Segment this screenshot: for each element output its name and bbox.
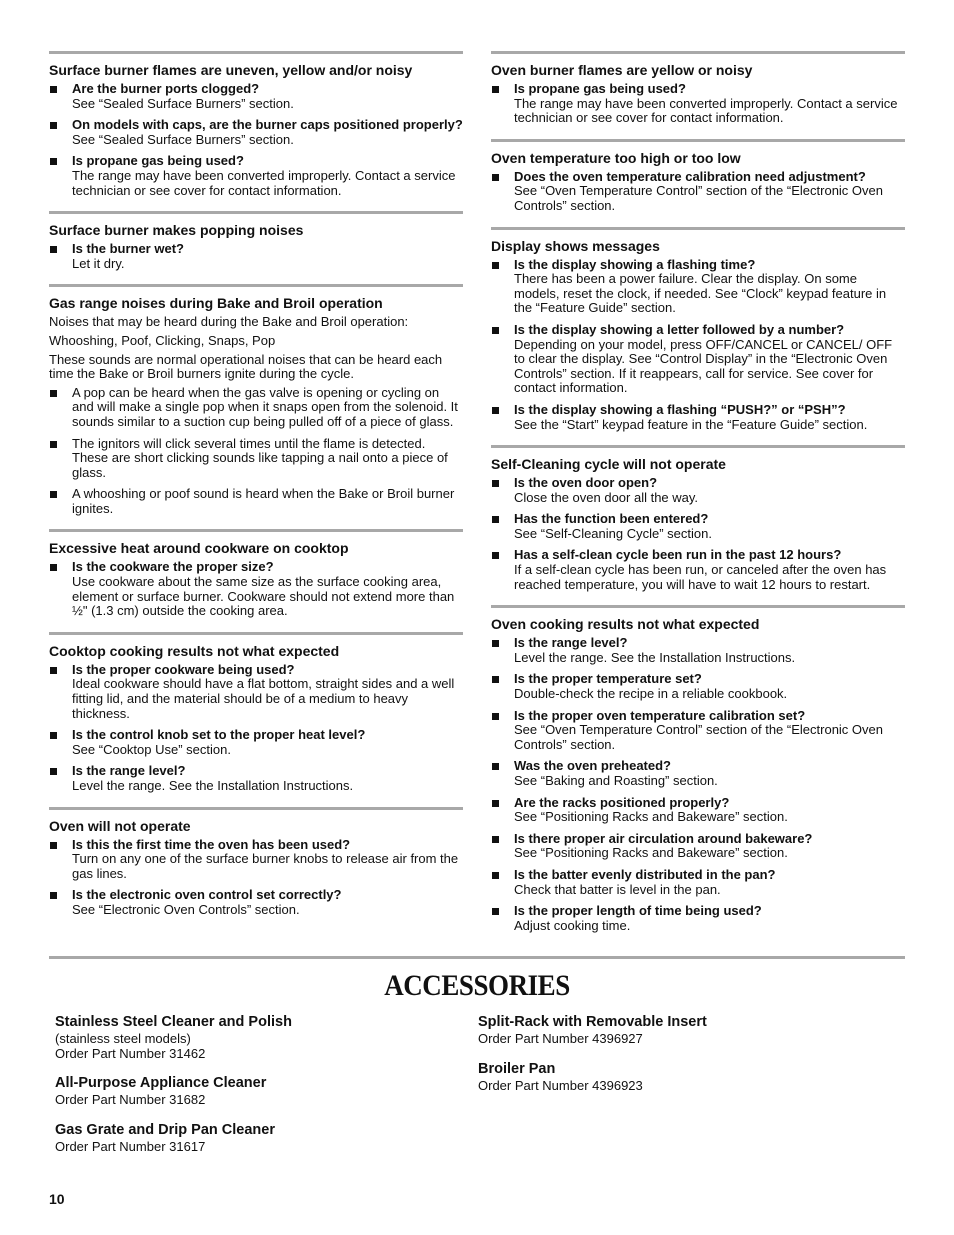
list-item (491, 709, 905, 753)
square-bullet-icon (50, 892, 57, 899)
accessory-name: Gas Grate and Drip Pan Cleaner (55, 1121, 275, 1138)
square-bullet-icon (492, 552, 499, 559)
troubleshooting-section (49, 51, 463, 211)
square-bullet-icon (492, 908, 499, 915)
troubleshooting-section (49, 529, 463, 631)
question: Is the range level? (514, 635, 628, 651)
section-title: Oven burner flames are yellow or noisy (491, 62, 753, 78)
section-title: Oven will not operate (49, 817, 191, 834)
accessories-left-column (55, 1013, 455, 1167)
accessory-name: Broiler Pan (478, 1060, 556, 1077)
answer: Let it dry. (72, 255, 125, 271)
square-bullet-icon (50, 491, 57, 498)
accessory-detail: (stainless steel models) (55, 1031, 191, 1046)
troubleshooting-section (49, 211, 463, 284)
square-bullet-icon (50, 667, 57, 674)
accessory-item (55, 1074, 455, 1108)
list-item (49, 728, 463, 757)
troubleshooting-section (49, 807, 463, 931)
answer: Close the oven door all the way. (514, 489, 699, 505)
question: Is the control knob set to the proper heat level? (72, 727, 366, 743)
answer: There has been a power failure. Clear the display. On some models, reset the clock, if needed. See “Clock” keypad feature in the “Feature Guide” section. (514, 271, 887, 316)
troubleshooting-section (491, 605, 905, 946)
answer: See “Oven Temperature Control” section of the “Electronic Oven Controls” section. (514, 722, 883, 752)
answer: Adjust cooking time. (514, 917, 631, 933)
answer: Turn on any one of the surface burner knobs to release air from the gas lines. (72, 851, 459, 881)
accessory-detail: Order Part Number 4396927 (478, 1031, 643, 1046)
question: Is propane gas being used? (72, 153, 244, 169)
list-item (49, 82, 463, 111)
accessory-name: Split-Rack with Removable Insert (478, 1014, 707, 1030)
troubleshooting-section (49, 284, 463, 529)
question: Is this the first time the oven has been used? (72, 836, 351, 852)
square-bullet-icon (50, 441, 57, 448)
square-bullet-icon (50, 564, 57, 571)
question: Are the racks positioned properly? (514, 794, 730, 810)
square-bullet-icon (50, 86, 57, 93)
answer: See “Baking and Roasting” section. (514, 773, 718, 788)
answer: Level the range. See the Installation Instructions. (72, 778, 354, 793)
square-bullet-icon (492, 763, 499, 770)
troubleshooting-left-column (49, 51, 463, 931)
section-paragraph: Whooshing, Poof, Clicking, Snaps, Pop (49, 332, 276, 348)
square-bullet-icon (492, 174, 499, 181)
list-item (49, 487, 463, 516)
list-item (49, 437, 463, 481)
list-item (491, 403, 905, 432)
list-item (491, 323, 905, 396)
question: Is the proper cookware being used? (72, 661, 295, 677)
square-bullet-icon (50, 390, 57, 397)
list-item (49, 118, 463, 147)
question: Does the oven temperature calibration need adjustment? (514, 168, 866, 184)
list-item (49, 663, 463, 721)
question: Has the function been entered? (514, 511, 709, 527)
list-item (49, 764, 463, 793)
section-title: Oven cooking results not what expected (491, 616, 760, 633)
accessories-right-column (478, 1013, 878, 1106)
troubleshooting-right-column (491, 51, 905, 946)
question: Is the display showing a flashing “PUSH?” or “PSH”? (514, 401, 846, 417)
list-item (491, 512, 905, 541)
section-title: Surface burner makes popping noises (49, 222, 304, 239)
list-item (491, 759, 905, 788)
accessory-detail: Order Part Number 31617 (55, 1138, 206, 1154)
accessories-heading: ACCESSORIES (384, 969, 570, 1002)
accessory-item (478, 1060, 878, 1094)
square-bullet-icon (492, 872, 499, 879)
answer: See “Positioning Racks and Bakeware” section. (514, 845, 788, 861)
troubleshooting-section (491, 51, 905, 139)
answer: Depending on your model, press OFF/CANCEL or CANCEL/ OFF to clear the display. See “Control Display” in the “Electronic Oven Controls” section. If it reappears, call for service. See cover for contact information. (514, 336, 893, 396)
answer: See “Oven Temperature Control” section of the “Electronic Oven Controls” section. (514, 183, 883, 213)
square-bullet-icon (492, 86, 499, 93)
question: Is the cookware the proper size? (72, 559, 274, 575)
list-item (491, 548, 905, 592)
square-bullet-icon (50, 732, 57, 739)
answer: Level the range. See the Installation Instructions. (514, 649, 796, 665)
answer: See “Sealed Surface Burners” section. (72, 95, 294, 111)
list-item (491, 672, 905, 701)
answer: See “Self-Cleaning Cycle” section. (514, 525, 712, 541)
list-item (491, 636, 905, 665)
question: Is propane gas being used? (514, 81, 686, 96)
square-bullet-icon (50, 122, 57, 129)
accessory-item (55, 1121, 455, 1155)
section-title: Surface burner flames are uneven, yellow and/or noisy (49, 62, 413, 78)
troubleshooting-section (491, 445, 905, 605)
question: Is the display showing a flashing time? (514, 256, 756, 272)
list-item (491, 868, 905, 897)
accessory-name: All-Purpose Appliance Cleaner (55, 1075, 267, 1092)
question: Is the range level? (72, 763, 186, 779)
square-bullet-icon (492, 516, 499, 523)
answer: Check that batter is level in the pan. (514, 881, 721, 897)
question: Is the proper temperature set? (514, 671, 702, 687)
question: Is there proper air circulation around bakeware? (514, 830, 813, 846)
section-title: Display shows messages (491, 237, 660, 254)
square-bullet-icon (492, 676, 499, 683)
section-paragraph: Noises that may be heard during the Bake and Broil operation: (49, 314, 409, 330)
answer: Double-check the recipe in a reliable cookbook. (514, 686, 788, 702)
note-text: A whooshing or poof sound is heard when the Bake or Broil burner ignites. (72, 486, 455, 516)
list-item (49, 838, 463, 882)
list-item (49, 154, 463, 198)
square-bullet-icon (50, 842, 57, 849)
list-item (491, 258, 905, 316)
question: Is the proper length of time being used? (514, 903, 762, 919)
section-title: Cooktop cooking results not what expected (49, 642, 340, 659)
list-item (49, 560, 463, 618)
answer: See the “Start” keypad feature in the “Feature Guide” section. (514, 416, 868, 432)
answer: If a self-clean cycle has been run, or canceled after the oven has reached temperature, you will have to wait 12 hours to restart. (514, 562, 887, 592)
section-divider (49, 956, 905, 959)
square-bullet-icon (492, 480, 499, 487)
question: Are the burner ports clogged? (72, 81, 260, 96)
question: On models with caps, are the burner caps positioned properly? (72, 117, 463, 133)
list-item (491, 476, 905, 505)
accessory-item (478, 1013, 878, 1047)
question: Was the oven preheated? (514, 758, 671, 774)
square-bullet-icon (50, 768, 57, 775)
accessory-name: Stainless Steel Cleaner and Polish (55, 1014, 292, 1030)
troubleshooting-section (49, 632, 463, 807)
square-bullet-icon (50, 158, 57, 165)
accessory-detail: Order Part Number 4396923 (478, 1077, 643, 1093)
section-paragraph: These sounds are normal operational noises that can be heard each time the Bake or Broil burners ignite during the cycle. (49, 351, 443, 382)
answer: The range may have been converted improperly. Contact a service technician or see cover for contact information. (514, 95, 898, 126)
question: Is the batter evenly distributed in the pan? (514, 866, 776, 882)
square-bullet-icon (492, 836, 499, 843)
accessory-detail: Order Part Number 31462 (55, 1045, 206, 1061)
list-item (49, 386, 463, 430)
note-text: A pop can be heard when the gas valve is opening or cycling on and will make a single pop when it snaps open from the solenoid. It sounds similar to a suction cup being pulled off of a piece of glass. (72, 384, 458, 429)
accessory-detail: Order Part Number 31682 (55, 1092, 206, 1108)
question: Is the proper oven temperature calibration set? (514, 707, 806, 723)
question: Is the oven door open? (514, 475, 658, 491)
answer: See “Sealed Surface Burners” section. (72, 131, 294, 147)
answer: See “Cooktop Use” section. (72, 741, 231, 757)
square-bullet-icon (492, 640, 499, 647)
question: Is the burner wet? (72, 241, 184, 257)
list-item (491, 832, 905, 861)
list-item (491, 904, 905, 933)
answer: The range may have been converted improperly. Contact a service technician or see cover for contact information. (72, 167, 456, 198)
answer: See “Positioning Racks and Bakeware” section. (514, 809, 788, 825)
section-title: Gas range noises during Bake and Broil operation (49, 295, 383, 312)
section-title: Oven temperature too high or too low (491, 149, 741, 166)
troubleshooting-section (491, 139, 905, 227)
page-number: 10 (49, 1191, 65, 1207)
section-title: Self-Cleaning cycle will not operate (491, 456, 726, 473)
square-bullet-icon (492, 407, 499, 414)
square-bullet-icon (492, 262, 499, 269)
accessory-item (55, 1013, 455, 1061)
square-bullet-icon (50, 246, 57, 253)
list-item (49, 242, 463, 271)
list-item (491, 170, 905, 214)
list-item (491, 82, 905, 126)
square-bullet-icon (492, 327, 499, 334)
troubleshooting-section (491, 227, 905, 446)
answer: Use cookware about the same size as the surface cooking area, element or surface burner. Cookware should not extend more than ½" (1.3 cm) outside the cooking area. (72, 574, 455, 619)
question: Is the electronic oven control set correctly? (72, 887, 342, 903)
square-bullet-icon (492, 800, 499, 807)
list-item (491, 796, 905, 825)
question: Is the display showing a letter followed by a number? (514, 321, 845, 337)
section-title: Excessive heat around cookware on cooktop (49, 540, 349, 557)
list-item (49, 888, 463, 917)
square-bullet-icon (492, 713, 499, 720)
question: Has a self-clean cycle been run in the past 12 hours? (514, 547, 842, 563)
answer: Ideal cookware should have a flat bottom, straight sides and a well fitting lid, and the material should be of a medium to heavy thickness. (72, 676, 455, 721)
answer: See “Electronic Oven Controls” section. (72, 901, 300, 917)
note-text: The ignitors will click several times until the flame is detected. These are short clicking sounds like tapping a nail onto a piece of glass. (72, 435, 448, 480)
